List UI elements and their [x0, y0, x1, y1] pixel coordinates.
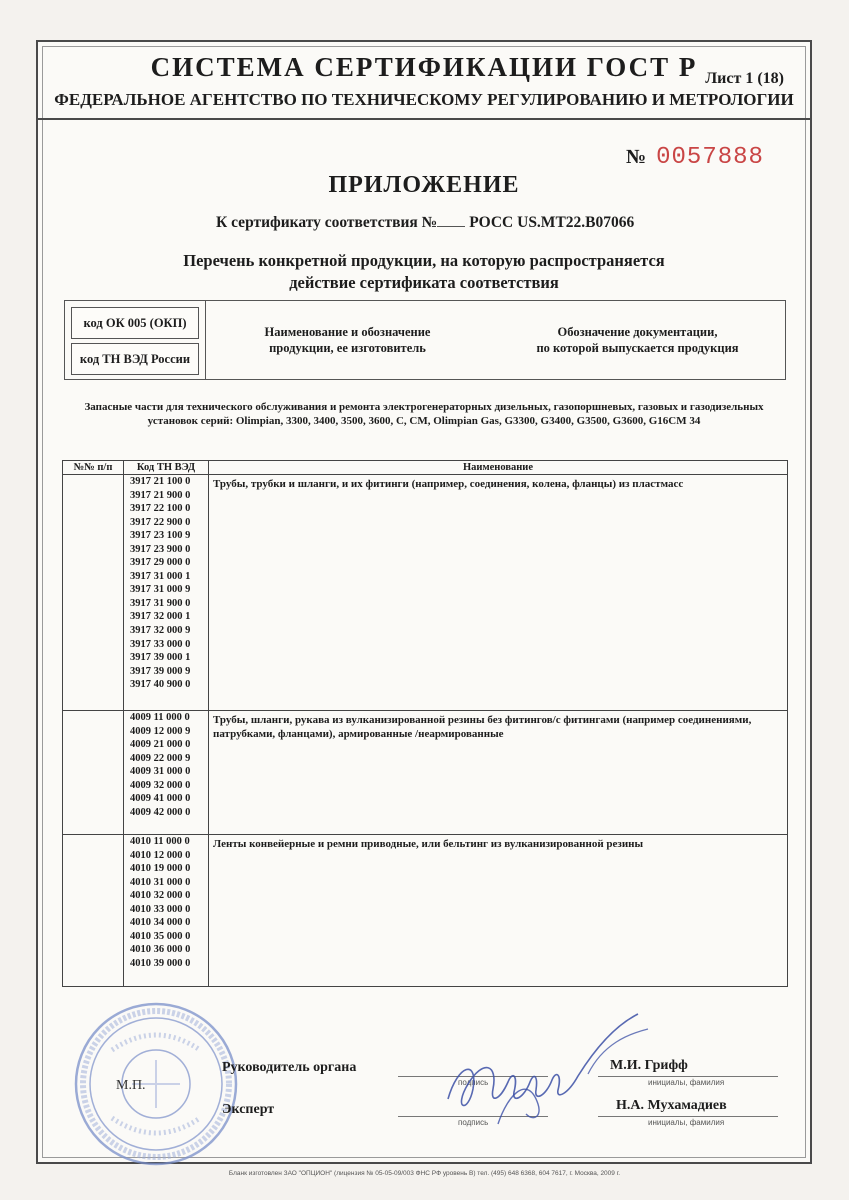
table-header-row [63, 461, 788, 475]
product-name-header-2: продукции, ее изготовитель [269, 341, 426, 355]
product-name-cell: Трубы, шланги, рукава из вулканизированной резины без фитингов/с фитингами (например соединениями, патрубками, фланцами), армированные /неармированные [209, 711, 788, 835]
tnved-code: 3917 32 000 1 [130, 611, 191, 623]
tnved-code: 4009 21 000 0 [130, 739, 191, 751]
expert-label: Эксперт [222, 1102, 275, 1117]
product-table-body [63, 475, 788, 987]
col-code-header: Код ТН ВЭД [124, 461, 209, 475]
tnved-code: 3917 32 000 9 [130, 625, 191, 637]
head-signature-caption: подпись [458, 1078, 489, 1087]
table-row [63, 835, 788, 987]
tnved-code: 4009 11 000 0 [130, 712, 190, 723]
tnved-code: 3917 22 100 0 [130, 503, 191, 515]
system-title: СИСТЕМА СЕРТИФИКАЦИИ ГОСТ Р [150, 52, 698, 82]
product-name-column [205, 301, 490, 379]
col-name-header: Наименование [209, 461, 788, 475]
tnved-code: 3917 31 900 0 [130, 597, 191, 609]
tnved-code: 4010 12 000 0 [130, 849, 191, 861]
documentation-header-2: по которой выпускается продукция [536, 341, 739, 355]
tnved-code-label: код ТН ВЭД России [71, 343, 199, 375]
row-number-cell [63, 475, 124, 711]
col-number-header: №№ п/п [63, 461, 124, 475]
product-name-header-1: Наименование и обозначение [264, 325, 431, 339]
tnved-code: 4010 35 000 0 [130, 930, 191, 942]
tnved-code: 4010 31 000 0 [130, 876, 191, 888]
list-heading-line-2: действие сертификата соответствия [289, 273, 559, 292]
tnved-code: 3917 23 100 9 [130, 530, 191, 542]
table-row [63, 475, 788, 711]
expert-name: Н.А. Мухамадиев [616, 1098, 727, 1113]
product-description: Запасные части для технического обслуживания и ремонта электрогенераторных дизельных, газопоршневых, газовых и газодизельных установок серий: Olimpian, 3300, 3400, 3500, 3600, C, CM, Olimpian Gas, G3300, G3400, G3500, G3600, G16CM 34 [84, 401, 764, 427]
round-seal-stamp [72, 1000, 240, 1168]
tnved-code: 3917 29 000 0 [130, 557, 191, 569]
product-table [62, 460, 788, 987]
tnved-code: 3917 39 000 9 [130, 665, 191, 677]
tnved-code: 3917 23 900 0 [130, 543, 191, 555]
tnved-code: 3917 22 900 0 [130, 516, 191, 528]
agency-name: ФЕДЕРАЛЬНОЕ АГЕНТСТВО ПО ТЕХНИЧЕСКОМУ РЕГУЛИРОВАНИЮ И МЕТРОЛОГИИ [54, 90, 794, 109]
tnved-code: 3917 21 900 0 [130, 489, 191, 501]
tnved-code: 4010 36 000 0 [130, 944, 191, 956]
page-title: ПРИЛОЖЕНИЕ [328, 172, 520, 198]
tnved-code: 4009 32 000 0 [130, 779, 191, 791]
tnved-code: 4009 12 000 9 [130, 725, 191, 737]
tnved-code: 4010 33 000 0 [130, 903, 191, 915]
header [38, 42, 810, 120]
table-row [63, 711, 788, 835]
product-name-cell: Ленты конвейерные и ремни приводные, или бельтинг из вулканизированной резины [209, 835, 788, 987]
certificate-number: РОСС US.MT22.B07066 [469, 214, 635, 231]
tnved-code: 3917 33 000 0 [130, 638, 191, 650]
tnved-code: 4009 22 000 9 [130, 752, 191, 764]
head-name: М.И. Грифф [610, 1058, 688, 1073]
expert-name-caption: инициалы, фамилия [648, 1118, 725, 1127]
certificate-sheet [36, 40, 812, 1164]
tnved-code: 4010 34 000 0 [130, 917, 191, 929]
tnved-code: 4009 41 000 0 [130, 793, 191, 805]
list-heading-line-1: Перечень конкретной продукции, на которую распространяется [183, 251, 665, 270]
tnved-code: 4009 31 000 0 [130, 766, 191, 778]
tnved-code: 4010 11 000 0 [130, 836, 190, 847]
sheet-number: Лист 1 (18) [705, 70, 784, 87]
list-heading [38, 250, 810, 294]
head-name-caption: инициалы, фамилия [648, 1078, 725, 1087]
certificate-reference [216, 212, 634, 232]
tnved-codes-cell [124, 475, 209, 711]
documentation-header-1: Обозначение документации, [557, 325, 718, 339]
tnved-code: 4010 19 000 0 [130, 863, 191, 875]
certificate-label: К сертификату соответствия № [216, 214, 438, 231]
documentation-column [490, 301, 785, 379]
product-name-cell: Трубы, трубки и шланги, и их фитинги (например, соединения, колена, фланцы) из пластмасс [209, 475, 788, 711]
tnved-codes-cell [124, 835, 209, 987]
head-label: Руководитель органа [222, 1060, 357, 1075]
tnved-code: 4009 42 000 0 [130, 806, 191, 818]
handwritten-signature [438, 1004, 678, 1134]
okp-code-label: код ОК 005 (ОКП) [71, 307, 199, 339]
tnved-code: 3917 39 000 1 [130, 652, 191, 664]
tnved-code: 4010 39 000 0 [130, 957, 191, 969]
form-number-value: 0057888 [656, 144, 764, 171]
form-number-label: № [626, 146, 647, 168]
row-number-cell [63, 835, 124, 987]
column-header-table [64, 300, 786, 380]
form-number [626, 144, 764, 171]
tnved-code: 3917 31 000 9 [130, 584, 191, 596]
stamp-place-label: М.П. [116, 1078, 146, 1093]
code-column [65, 301, 206, 379]
tnved-code: 4010 32 000 0 [130, 890, 191, 902]
tnved-codes-cell [124, 711, 209, 835]
expert-signature-caption: подпись [458, 1118, 489, 1127]
tnved-code: 3917 21 100 0 [130, 476, 191, 487]
row-number-cell [63, 711, 124, 835]
tnved-code: 3917 40 900 0 [130, 679, 191, 691]
form-footer: Бланк изготовлен ЗАО "ОПЦИОН" (лицензия № 05-05-09/003 ФНС РФ уровень В) тел. (495) 648 6368, 604 7617, г. Москва, 2009 г. [228, 1170, 621, 1177]
underline [437, 212, 465, 227]
tnved-code: 3917 31 000 1 [130, 570, 191, 582]
